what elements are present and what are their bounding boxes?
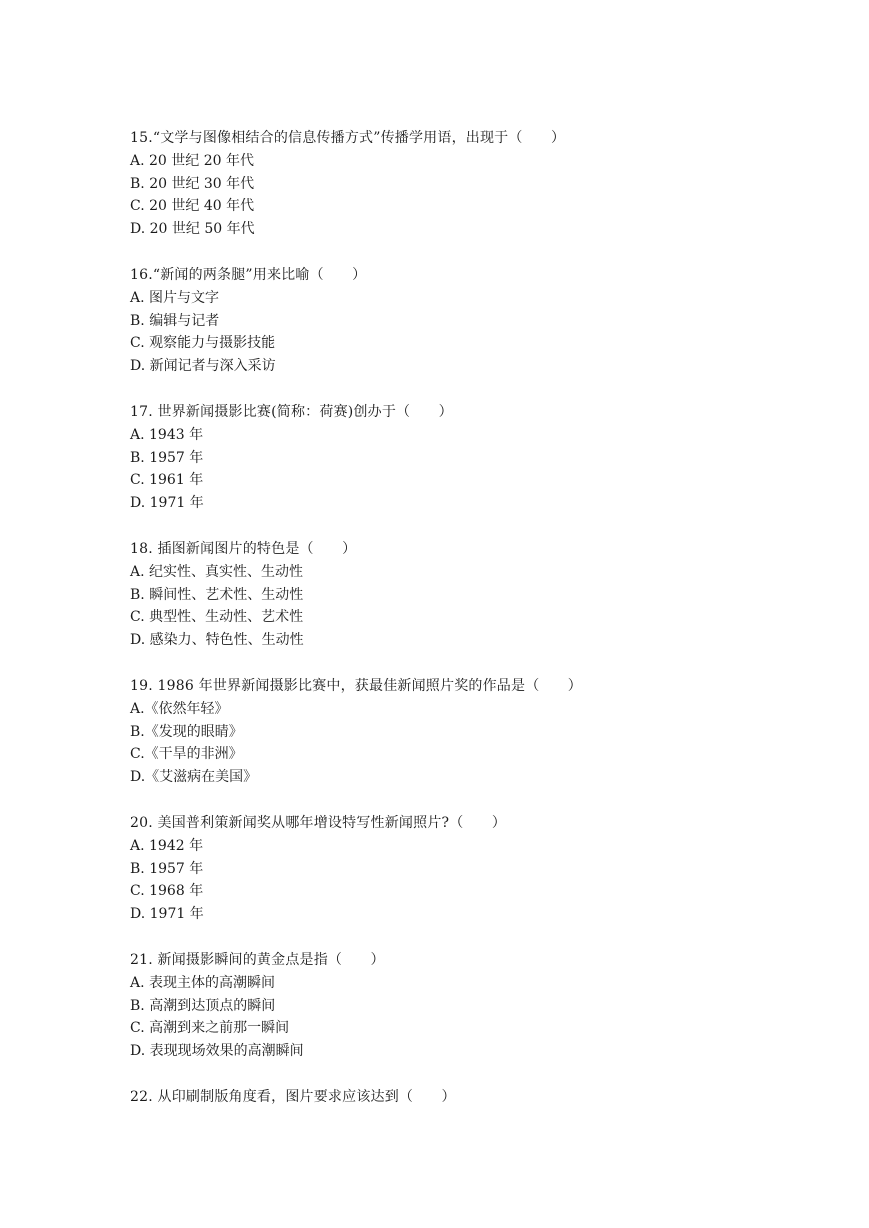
option-a: A. 1942 年 [130, 837, 204, 854]
option-b: B. 1957 年 [130, 449, 204, 466]
option-d: D. 新闻记者与深入采访 [130, 358, 276, 375]
question-stem: 18. 插图新闻图片的特色是（ ） [130, 540, 357, 557]
option-a: A.《依然年轻》 [130, 700, 229, 717]
question-stem: 20. 美国普利策新闻奖从哪年增设特写性新闻照片?（ ） [130, 814, 507, 831]
option-c: C. 观察能力与摄影技能 [130, 335, 276, 352]
option-d: D.《艾滋病在美国》 [130, 769, 258, 786]
question-stem: 22. 从印刷制版角度看，图片要求应该达到（ ） [130, 1088, 456, 1105]
question-16 [130, 264, 770, 378]
option-d: D. 表现现场效果的高潮瞬间 [130, 1043, 304, 1060]
option-d: D. 20 世纪 50 年代 [130, 221, 255, 238]
question-19 [130, 675, 770, 789]
option-c: C. 20 世纪 40 年代 [130, 198, 255, 215]
option-b: B. 20 世纪 30 年代 [130, 175, 255, 192]
option-b: B. 瞬间性、艺术性、生动性 [130, 586, 304, 603]
question-17 [130, 401, 770, 515]
option-a: A. 1943 年 [130, 426, 204, 443]
question-stem: 16.“新闻的两条腿”用来比喻（ ） [130, 266, 367, 283]
option-b: B. 编辑与记者 [130, 312, 220, 329]
question-stem: 19. 1986 年世界新闻摄影比赛中，获最佳新闻照片奖的作品是（ ） [130, 677, 582, 694]
option-c: C. 高潮到来之前那一瞬间 [130, 1020, 290, 1037]
option-a: A. 表现主体的高潮瞬间 [130, 974, 276, 991]
question-18 [130, 538, 770, 652]
question-stem: 17. 世界新闻摄影比赛(简称：荷赛)创办于（ ） [130, 403, 453, 420]
option-c: C. 1968 年 [130, 883, 204, 900]
question-list [130, 127, 770, 1132]
question-15 [130, 127, 770, 241]
option-a: A. 图片与文字 [130, 289, 220, 306]
option-b: B.《发现的眼睛》 [130, 723, 243, 740]
option-b: B. 1957 年 [130, 860, 204, 877]
option-a: A. 纪实性、真实性、生动性 [130, 563, 304, 580]
option-d: D. 1971 年 [130, 495, 204, 512]
question-20 [130, 812, 770, 926]
option-d: D. 感染力、特色性、生动性 [130, 632, 304, 649]
option-a: A. 20 世纪 20 年代 [130, 152, 254, 169]
question-stem: 21. 新闻摄影瞬间的黄金点是指（ ） [130, 951, 385, 968]
option-c: C. 典型性、生动性、艺术性 [130, 609, 304, 626]
option-d: D. 1971 年 [130, 906, 204, 923]
option-c: C.《干旱的非洲》 [130, 746, 243, 763]
question-stem: 15.“文学与图像相结合的信息传播方式”传播学用语，出现于（ ） [130, 130, 566, 146]
option-c: C. 1961 年 [130, 472, 204, 489]
option-b: B. 高潮到达顶点的瞬间 [130, 997, 276, 1014]
question-21 [130, 949, 770, 1063]
question-22 [130, 1086, 770, 1109]
